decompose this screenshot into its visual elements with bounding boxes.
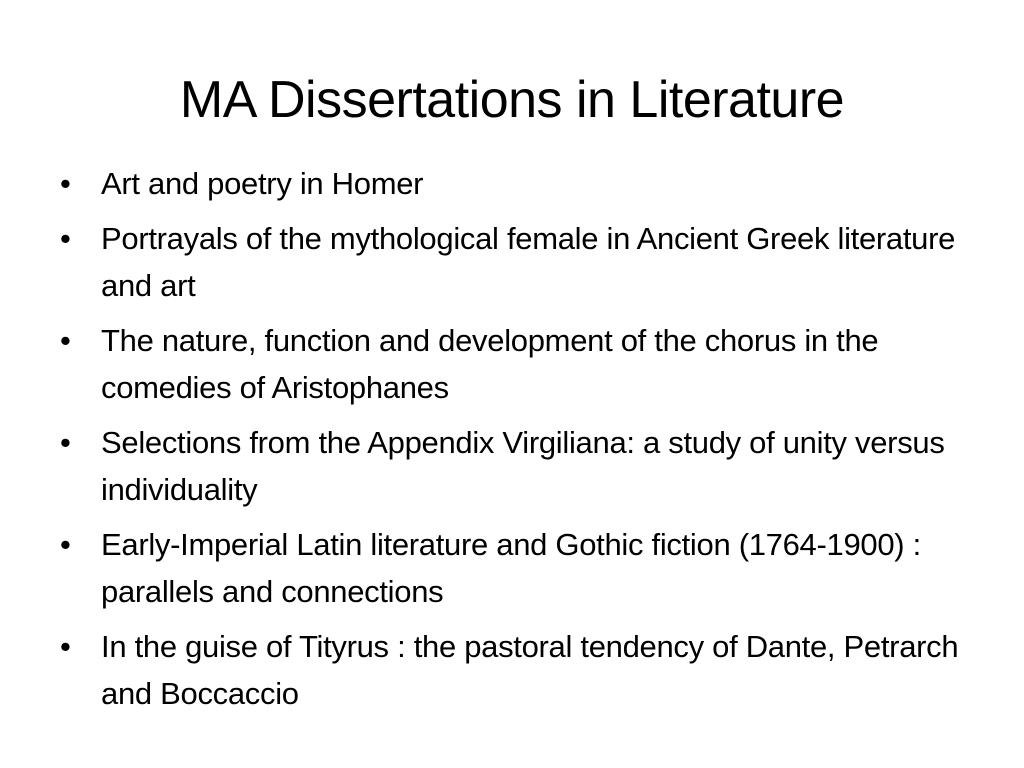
bullet-text: Early-Imperial Latin literature and Gothic fiction (1764-1900) : parallels and connections [101, 527, 921, 609]
bullet-dot-icon: • [60, 323, 71, 358]
bullet-item [60, 215, 960, 309]
bullet-dot-icon: • [60, 166, 71, 201]
bullet-item [60, 160, 960, 207]
bullet-text: Portrayals of the mythological female in Ancient Greek literature and art [101, 221, 956, 303]
bullet-text: Selections from the Appendix Virgiliana: a study of unity versus individuality [101, 425, 945, 507]
bullet-text: In the guise of Tityrus : the pastoral tendency of Dante, Petrarch and Boccaccio [101, 629, 959, 711]
bullet-item [60, 317, 960, 411]
bullet-text: The nature, function and development of the chorus in the comedies of Aristophanes [101, 323, 879, 405]
bullet-dot-icon: • [60, 425, 71, 460]
bullet-list [60, 160, 960, 725]
bullet-item [60, 521, 960, 615]
bullet-item [60, 623, 960, 717]
bullet-text: Art and poetry in Homer [101, 166, 424, 201]
slide-title: MA Dissertations in Literature [179, 71, 845, 129]
bullet-dot-icon: • [60, 629, 71, 664]
bullet-item [60, 419, 960, 513]
bullet-dot-icon: • [60, 527, 71, 562]
bullet-dot-icon: • [60, 221, 71, 256]
